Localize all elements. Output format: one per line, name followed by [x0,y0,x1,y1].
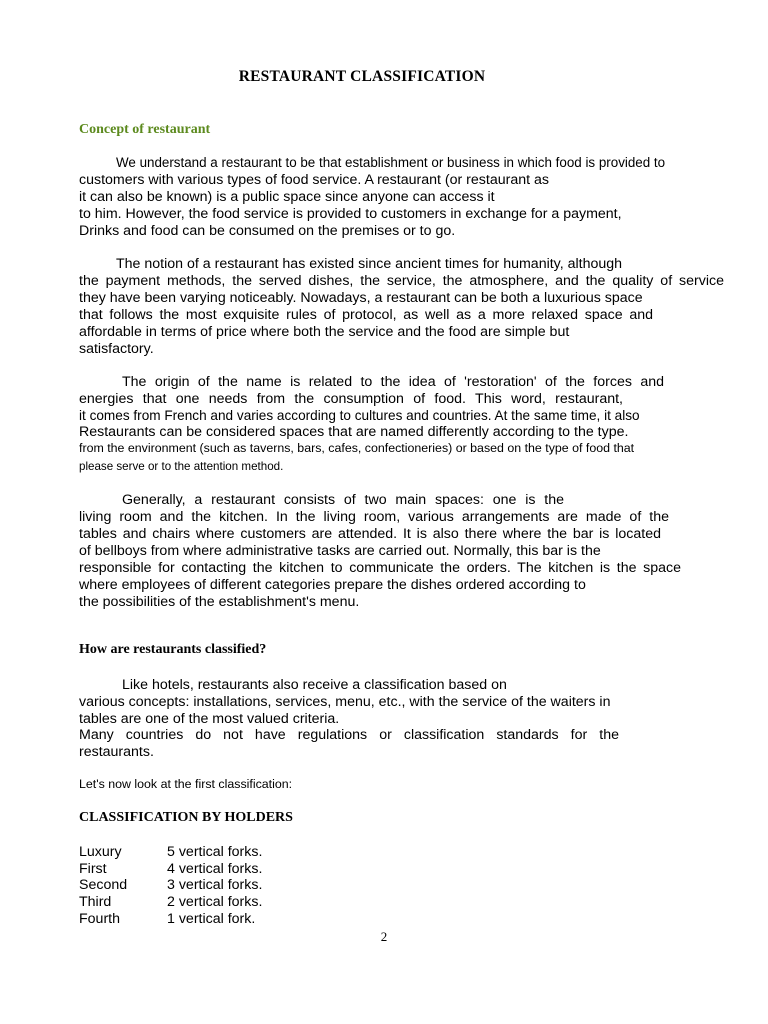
paragraph-line: it comes from French and varies according to cultures and countries. At the same time, it also [79,408,640,423]
paragraph-line: living room and the kitchen. In the living room, various arrangements are made of the [79,509,669,525]
paragraph-line: restaurants. [79,744,154,760]
document-title: RESTAURANT CLASSIFICATION [238,68,486,85]
paragraph-line: The notion of a restaurant has existed since ancient times for humanity, although [116,256,623,272]
paragraph-line: energies that one needs from the consumption of food. This word, restaurant, [79,391,623,407]
paragraph-line: the payment methods, the served dishes, the service, the atmosphere, and the quality of service [79,273,724,289]
classification-value: 2 vertical forks. [167,894,263,910]
paragraph-line: where employees of different categories prepare the dishes ordered according to [79,577,586,593]
paragraph-line: various concepts: installations, services, menu, etc., with the service of the waiters in [79,694,611,710]
paragraph-line: the possibilities of the establishment's menu. [79,594,360,610]
paragraph-line: customers with various types of food service. A restaurant (or restaurant as [79,172,549,188]
paragraph-line: We understand a restaurant to be that establishment or business in which food is provided to [116,155,666,170]
classification-name: Fourth [79,911,121,927]
paragraph-line: that follows the most exquisite rules of protocol, as well as a more relaxed space and [79,307,653,323]
paragraph-line: satisfactory. [79,341,154,357]
paragraph-line: tables and chairs where customers are attended. It is also there where the bar is located [79,526,661,542]
classification-value: 1 vertical fork. [167,911,256,927]
paragraph-line: Generally, a restaurant consists of two main spaces: one is the [122,492,564,508]
paragraph-line: from the environment (such as taverns, bars, cafes, confectioneries) or based on the type of food that [79,441,635,455]
classification-name: First [79,861,107,877]
paragraph-line: Like hotels, restaurants also receive a classification based on [122,677,507,693]
page-number: 2 [380,929,388,944]
paragraph-line: Restaurants can be considered spaces that are named differently according to the type. [79,424,629,440]
paragraph-line: Drinks and food can be consumed on the premises or to go. [79,223,456,239]
classification-name: Second [79,877,128,893]
paragraph-line: Let's now look at the first classification: [79,777,293,791]
paragraph-line: affordable in terms of price where both the service and the food are simple but [79,324,570,340]
classification-value: 5 vertical forks. [167,844,263,860]
paragraph-line: it can also be known) is a public space since anyone can access it [79,189,495,205]
paragraph-line: responsible for contacting the kitchen to communicate the orders. The kitchen is the space [79,560,681,576]
classification-value: 4 vertical forks. [167,861,263,877]
paragraph-line: tables are one of the most valued criteria. [79,711,340,727]
paragraph-line: they have been varying noticeably. Nowadays, a restaurant can be both a luxurious space [79,290,643,306]
classification-value: 3 vertical forks. [167,877,263,893]
paragraph-line: please serve or to the attention method. [79,460,284,473]
paragraph-line: of bellboys from where administrative tasks are carried out. Normally, this bar is the [79,543,601,559]
section-heading-classified: How are restaurants classified? [79,642,267,657]
section-heading-holders: CLASSIFICATION BY HOLDERS [79,810,293,825]
section-heading-concept: Concept of restaurant [79,122,211,137]
paragraph-line: The origin of the name is related to the idea of 'restoration' of the forces and [122,374,664,390]
paragraph-line: Many countries do not have regulations or classification standards for the [79,727,619,743]
paragraph-line: to him. However, the food service is provided to customers in exchange for a payment, [79,206,622,222]
classification-name: Third [79,894,112,910]
classification-name: Luxury [79,844,122,860]
